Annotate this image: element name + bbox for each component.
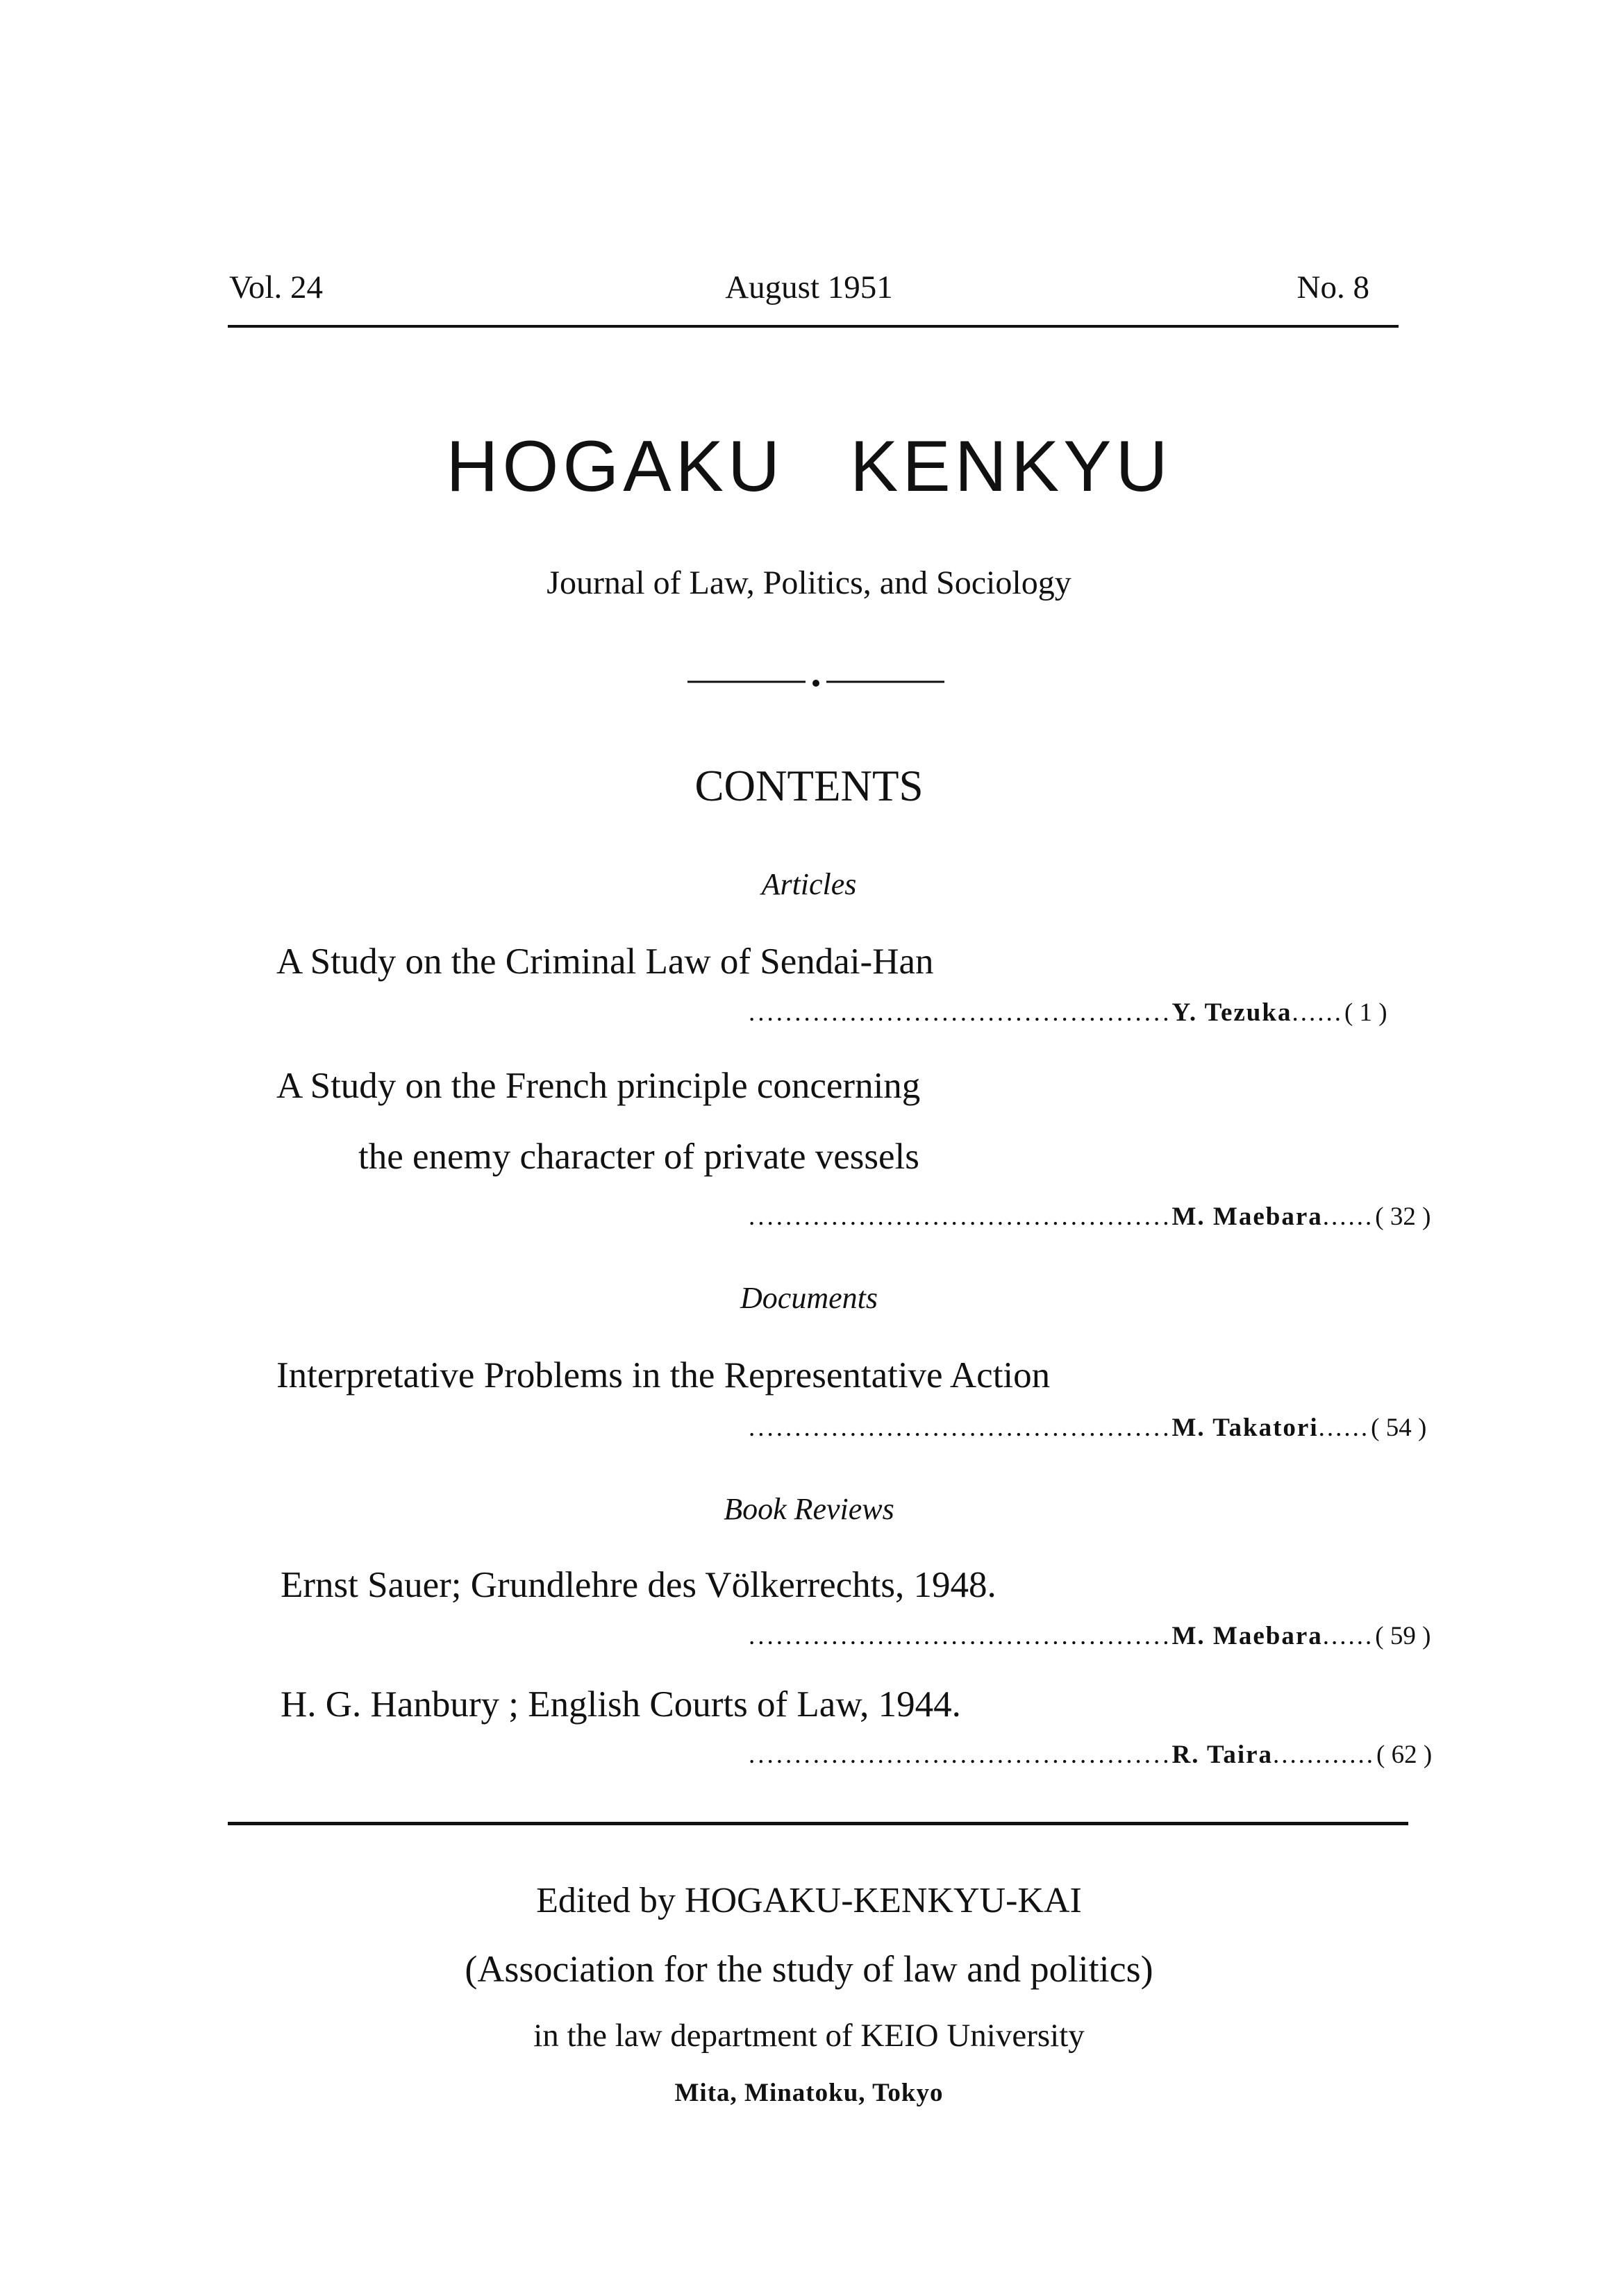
entry-page: ( 54 ) xyxy=(1371,1414,1427,1442)
leader-dots: ...... xyxy=(1292,998,1343,1027)
entry-author-line xyxy=(749,1200,1431,1234)
association-line: (Association for the study of law and politics) xyxy=(465,1948,1153,1990)
contents-heading: CONTENTS xyxy=(694,762,924,810)
entry-page: ( 59 ) xyxy=(1375,1622,1431,1650)
entry-author-line xyxy=(749,1738,1433,1773)
issue-number: No. 8 xyxy=(1296,269,1369,305)
entry-author: R. Taira xyxy=(1171,1741,1274,1769)
leader-dots: .............................................. xyxy=(749,998,1172,1027)
entry-page: ( 32 ) xyxy=(1375,1203,1431,1231)
section-heading-articles: Articles xyxy=(761,867,857,901)
section-heading-documents: Documents xyxy=(740,1281,878,1315)
volume-number: Vol. 24 xyxy=(229,269,323,305)
leader-dots: ...... xyxy=(1322,1203,1374,1231)
leader-dots: .............................................. xyxy=(749,1741,1172,1769)
entry-title: A Study on the Criminal Law of Sendai-Han xyxy=(276,941,934,982)
entry-author: Y. Tezuka xyxy=(1171,998,1292,1027)
entry-author: M. Takatori xyxy=(1171,1414,1319,1442)
leader-dots: .............................................. xyxy=(749,1622,1172,1650)
entry-page: ( 62 ) xyxy=(1376,1741,1433,1769)
entry-title: Interpretative Problems in the Representative Action xyxy=(276,1355,1051,1396)
leader-dots: ............ xyxy=(1273,1741,1376,1769)
leader-dots: ...... xyxy=(1322,1622,1374,1650)
entry-title: Ernst Sauer; Grundlehre des Völkerrechts, 1948. xyxy=(281,1565,996,1605)
leader-dots: .............................................. xyxy=(749,1203,1172,1231)
ornament-divider xyxy=(687,675,944,689)
leader-dots: .............................................. xyxy=(749,1414,1172,1442)
footer-rule xyxy=(228,1822,1408,1825)
entry-author: M. Maebara xyxy=(1171,1203,1323,1231)
entry-title: A Study on the French principle concerning xyxy=(276,1066,921,1106)
entry-page: ( 1 ) xyxy=(1344,998,1387,1027)
edited-by-line: Edited by HOGAKU-KENKYU-KAI xyxy=(536,1881,1082,1920)
issue-date: August 1951 xyxy=(725,269,893,305)
journal-title: HOGAKU KENKYU xyxy=(446,426,1172,507)
entry-author-line xyxy=(749,996,1387,1030)
entry-author-line xyxy=(749,1619,1431,1654)
department-line: in the law department of KEIO University xyxy=(533,2018,1085,2054)
section-heading-book-reviews: Book Reviews xyxy=(724,1492,894,1526)
address-line: Mita, Minatoku, Tokyo xyxy=(674,2079,944,2107)
journal-subtitle: Journal of Law, Politics, and Sociology xyxy=(547,564,1071,601)
entry-title-continuation: the enemy character of private vessels xyxy=(358,1137,919,1177)
entry-title: H. G. Hanbury ; English Courts of Law, 1944. xyxy=(281,1684,961,1725)
entry-author-line xyxy=(749,1411,1427,1446)
entry-author: M. Maebara xyxy=(1171,1622,1323,1650)
leader-dots: ...... xyxy=(1318,1414,1370,1442)
header-rule xyxy=(228,325,1399,328)
